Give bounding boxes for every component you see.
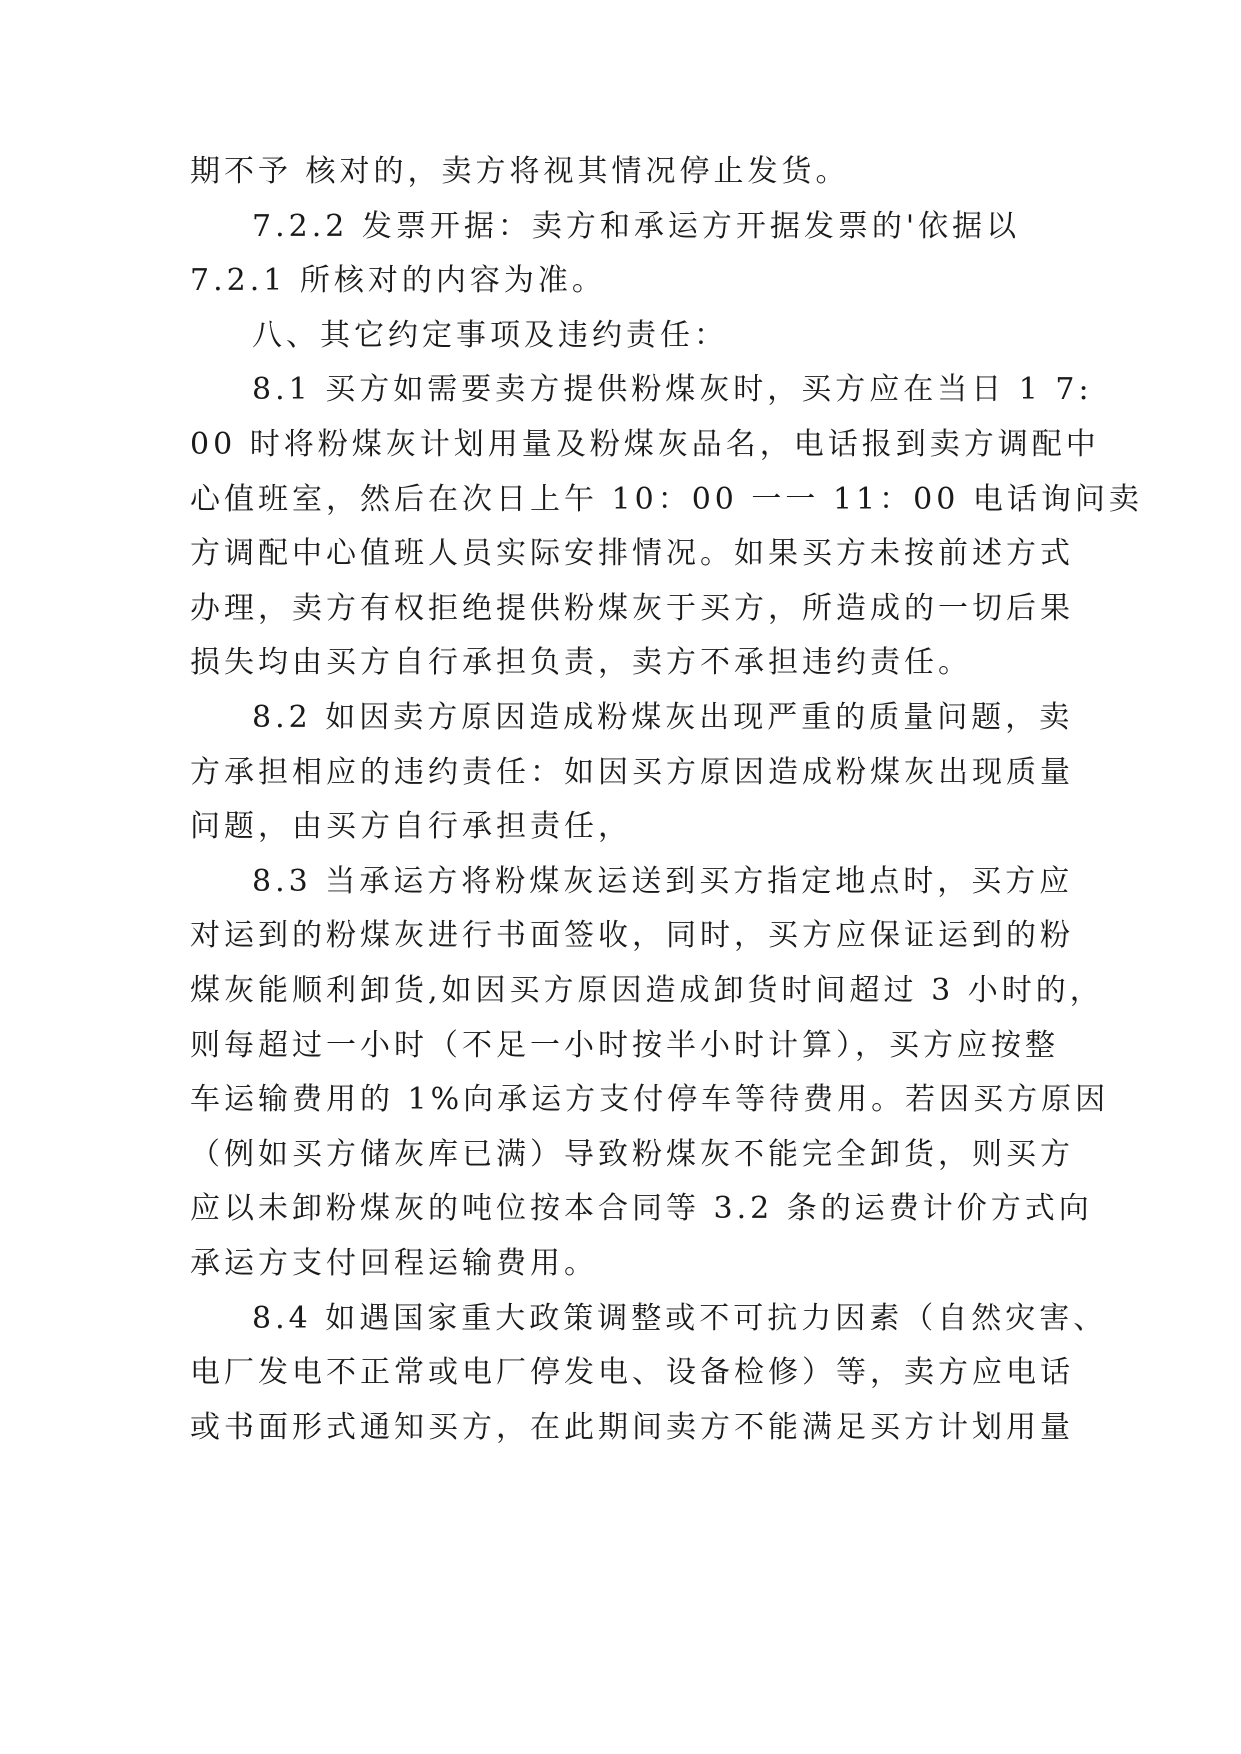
- text-line: 问题，由买方自行承担责任，: [190, 809, 632, 845]
- text-line: 8.4 如遇国家重大政策调整或不可抗力因素（自然灾害、: [252, 1300, 1108, 1336]
- text-line: 心值班室，然后在次日上午 10：00 一一 11：00 电话询问卖: [190, 481, 1143, 517]
- text-line: 煤灰能顺利卸货,如因买方原因造成卸货时间超过 3 小时的，: [190, 973, 1104, 1008]
- text-line: （例如买方储灰库已满）导致粉煤灰不能完全卸货，则买方: [190, 1136, 1074, 1172]
- text-line: 8.2 如因卖方原因造成粉煤灰出现严重的质量问题，卖: [252, 700, 1074, 735]
- text-line: 对运到的粉煤灰进行书面签收，同时，买方应保证运到的粉: [190, 918, 1074, 954]
- text-line: 车运输费用的 1%向承运方支付停车等待费用。若因买方原因: [190, 1082, 1110, 1118]
- text-line: 损失均由买方自行承担负责，卖方不承担违约责任。: [190, 645, 972, 681]
- text-line: 则每超过一小时（不足一小时按半小时计算），买方应按整: [190, 1027, 1059, 1063]
- text-line: 或书面形式通知买方，在此期间卖方不能满足买方计划用量: [190, 1409, 1074, 1445]
- text-line: 7.2.2 发票开据：卖方和承运方开据发票的'依据以: [252, 208, 1021, 244]
- text-line: 八、其它约定事项及违约责任：: [252, 317, 728, 353]
- text-line: 8.3 当承运方将粉煤灰运送到买方指定地点时，买方应: [252, 863, 1074, 899]
- text-line: 办理，卖方有权拒绝提供粉煤灰于买方，所造成的一切后果: [190, 590, 1074, 626]
- text-line: 应以未卸粉煤灰的吨位按本合同等 3.2 条的运费计价方式向: [190, 1191, 1093, 1227]
- text-line: 方调配中心值班人员实际安排情况。如果买方未按前述方式: [190, 536, 1074, 572]
- text-line: 8.1 买方如需要卖方提供粉煤灰时，买方应在当日 1 7:: [252, 372, 1093, 408]
- text-line: 00 时将粉煤灰计划用量及粉煤灰品名，电话报到卖方调配中: [190, 427, 1100, 462]
- text-line: 电厂发电不正常或电厂停发电、设备检修）等，卖方应电话: [190, 1355, 1074, 1391]
- text-line: 承运方支付回程运输费用。: [190, 1246, 598, 1281]
- text-line: 7.2.1 所核对的内容为准。: [190, 263, 606, 299]
- text-line: 方承担相应的违约责任：如因买方原因造成粉煤灰出现质量: [190, 754, 1074, 790]
- text-line: 期不予 核对的，卖方将视其情况停止发货。: [190, 154, 850, 189]
